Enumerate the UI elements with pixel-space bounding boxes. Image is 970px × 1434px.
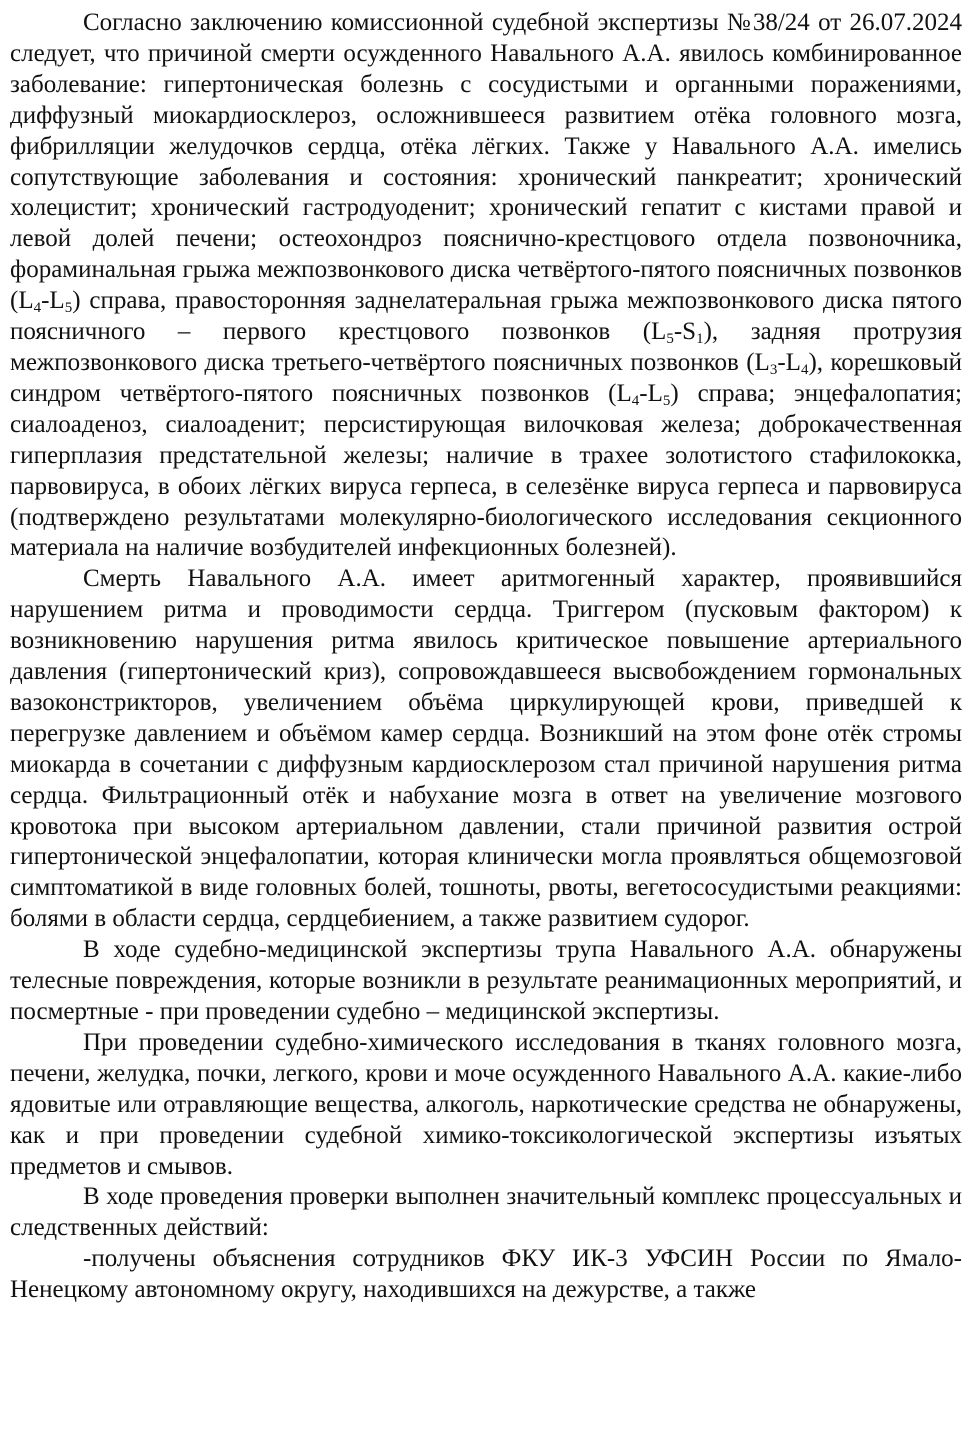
document-body — [10, 8, 962, 1306]
paragraph-investigation-actions: В ходе проведения проверки выполнен значительный комплекс процессуальных и следственных действий: — [10, 1183, 962, 1242]
paragraph-chemical-analysis: При проведении судебно-химического исследования в тканях головного мозга, печени, желудка, почки, легкого, крови и моче осужденного Навального А.А. какие-либо ядовитые или отравляющие вещества, алкоголь, наркотические средства не обнаружены, как и при проведении судебной химико-токсикологической экспертизы изъятых предметов и смывов. — [10, 1028, 962, 1180]
list-item-explanations: -получены объяснения сотрудников ФКУ ИК-3 УФСИН России по Ямало-Ненецкому автономному округу, находившихся на дежурстве, а также — [10, 1245, 962, 1304]
paragraph-injuries: В ходе судебно-медицинской экспертизы трупа Навального А.А. обнаружены телесные повреждения, которые возникли в результате реанимационных мероприятий, и посмертные - при проведении судебно – медицинской экспертизы. — [10, 936, 962, 1025]
paragraph-expert-conclusion: Согласно заключению комиссионной судебной экспертизы №38/24 от 26.07.2024 следует, что причиной смерти осужденного Навального А.А. явилось комбинированное заболевание: гипертоническая болезнь с сосудистыми и органными поражениями, диффузный миокардиосклероз, осложнившееся развитием отёка головного мозга, фибрилляции желудочков сердца, отёка лёгких. Также у Навального А.А. имелись сопутствующие заболевания и состояния: хронический панкреатит; хронический холецистит; хронический гастродуоденит; хронический гепатит с кистами правой и левой долей печени; остеохондроз пояснично-крестцового отдела позвоночника, фораминальная грыжа межпозвонкового диска четвёртого-пятого поясничных позвонков $(L_4-L_5)$ справа, правосторонняя заднелатеральная грыжа межпозвонкового диска пятого поясничного – первого крестцового позвонков $(L_5-S_1)$, задняя протрузия межпозвонкового диска третьего-четвёртого поясничных позвонков $(L_3-L_4)$, корешковый синдром четвёртого-пятого поясничных позвонков $(L_4-L_5)$ справа; энцефалопатия; сиалоаденоз, сиалоаденит; персистирующая вилочковая железа; доброкачественная гиперплазия предстательной железы; наличие в трахее золотистого стафилококка, парвовируса, в обоих лёгких вируса герпеса, в селезёнке вируса герпеса и парвовируса (подтверждено результатами молекулярно-биологического исследования секционного материала на наличие возбудителей инфекционных болезней). — [10, 9, 962, 562]
paragraph-cause-of-death: Смерть Навального А.А. имеет аритмогенный характер, проявившийся нарушением ритма и проводимости сердца. Триггером (пусковым фактором) к возникновению нарушения ритма явилось критическое повышение артериального давления (гипертонический криз), сопровождавшееся высвобождением гормональных вазоконстрикторов, увеличением объёма циркулирующей крови, приведшей к перегрузке давлением и объёмом камер сердца. Возникший на этом фоне отёк стромы миокарда в сочетании с диффузным кардиосклерозом стал причиной нарушения ритма сердца. Фильтрационный отёк и набухание мозга в ответ на увеличение мозгового кровотока при высоком артериальном давлении, стали причиной развития острой гипертонической энцефалопатии, которая клинически могла проявляться общемозговой симптоматикой в виде головных болей, тошноты, рвоты, вегетососудистыми реакциями: болями в области сердца, сердцебиением, а также развитием судорог. — [10, 565, 962, 933]
